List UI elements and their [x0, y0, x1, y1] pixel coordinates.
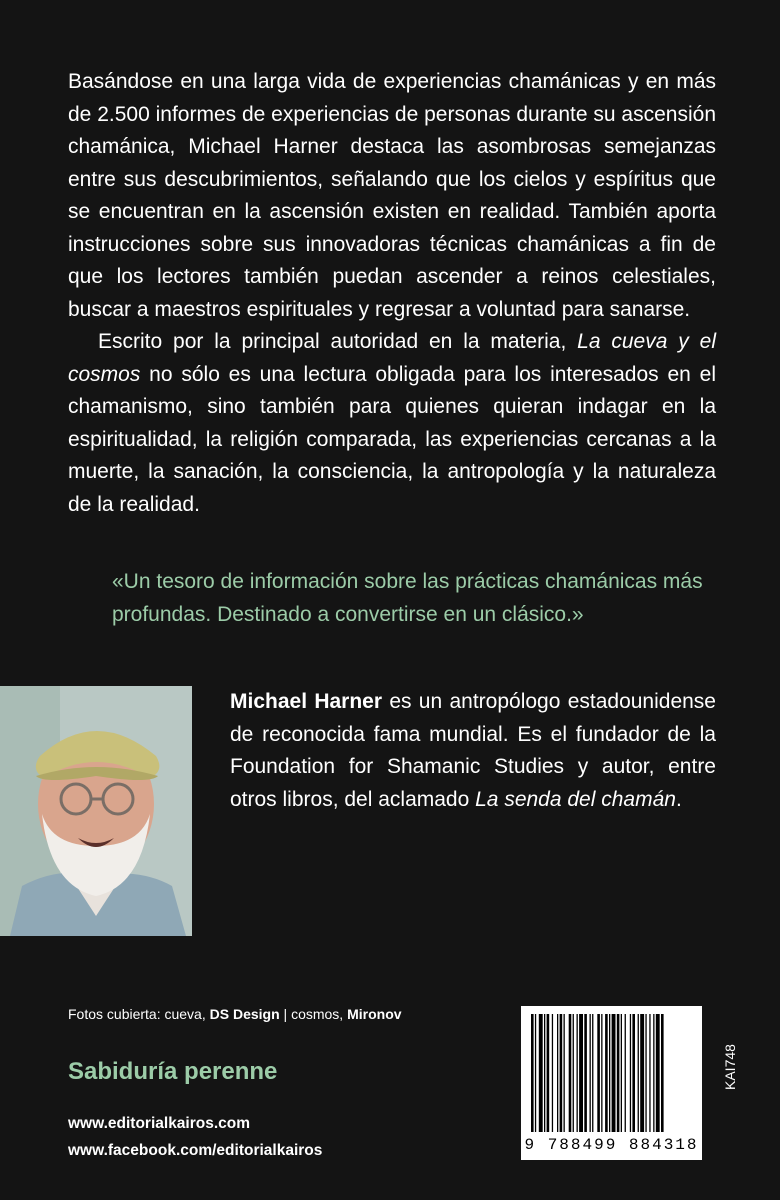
- barcode-bar: [617, 1014, 620, 1132]
- blurb-paragraph-1: Basándose en una larga vida de experiencias chamánicas y en más de 2.500 informes de experiencias de personas durante su ascensión chamánica, Michael Harner destaca las asombrosas semejanzas entre sus descubrimientos, señalando que los cielos y espíritus que se encuentran en la ascensión existen en realidad. También aporta instrucciones sobre sus innovadoras técnicas chamánicas a fin de que los lectores también puedan ascender a reinos celestiales, buscar a maestros espirituales y regresar a voluntad para sanarse.: [68, 70, 716, 321]
- barcode-bar: [573, 1014, 574, 1132]
- author-bio: [230, 686, 716, 816]
- barcode-bar: [609, 1014, 610, 1132]
- author-book-title: La senda del chamán: [475, 787, 676, 811]
- back-cover-blurb: [68, 66, 716, 521]
- barcode-bar: [661, 1014, 664, 1132]
- barcode-bar: [649, 1014, 650, 1132]
- author-bio-end: .: [675, 787, 682, 811]
- barcode-number: 9 788499 884318: [524, 1136, 699, 1154]
- product-code: KAI748: [722, 1044, 738, 1090]
- barcode-bar: [544, 1014, 545, 1132]
- credits-separator: | cosmos,: [279, 1006, 348, 1022]
- blurb-p2-rest: no sólo es una lectura obligada para los interesados en el chamanismo, sino también para quienes quieran indagar en la espiritualidad, la religión comparada, las experiencias cercanas a la muerte, la sanación, la consciencia, la antropología y la naturaleza de la realidad.: [68, 362, 716, 516]
- barcode-bar: [552, 1014, 553, 1132]
- barcode-bar: [535, 1014, 536, 1132]
- barcode-bar: [577, 1014, 578, 1132]
- barcode-bar: [605, 1014, 608, 1132]
- author-photo: [0, 686, 192, 936]
- isbn-barcode: [521, 1006, 702, 1160]
- barcode-bar: [584, 1014, 587, 1132]
- facebook-link[interactable]: www.facebook.com/editorialkairos: [68, 1142, 323, 1159]
- barcode-bar: [621, 1014, 622, 1132]
- barcode-bar: [560, 1014, 563, 1132]
- barcode-bar: [539, 1014, 543, 1132]
- barcode-bar: [569, 1014, 572, 1132]
- photo-credits: [68, 1006, 402, 1022]
- publisher-links: [68, 1110, 322, 1164]
- blurb-paragraph-2: [68, 326, 716, 521]
- barcode-bar: [557, 1014, 558, 1132]
- barcode-bar: [531, 1014, 534, 1132]
- series-name: Sabiduría perenne: [68, 1058, 278, 1085]
- barcode-bar: [564, 1014, 565, 1132]
- barcode-bar: [638, 1014, 639, 1132]
- credit-ds-design: DS Design: [209, 1006, 280, 1022]
- barcode-bar: [601, 1014, 602, 1132]
- website-link[interactable]: www.editorialkairos.com: [68, 1115, 251, 1132]
- barcode-bars: [521, 1006, 702, 1136]
- barcode-bar: [656, 1014, 660, 1132]
- barcode-bar: [645, 1014, 646, 1132]
- barcode-bar: [612, 1014, 616, 1132]
- book-title: La cueva y el cosmos: [68, 330, 716, 386]
- credits-prefix: Fotos cubierta: cueva,: [68, 1006, 210, 1022]
- barcode-bar: [653, 1014, 654, 1132]
- barcode-bar: [632, 1014, 635, 1132]
- author-bio-text: es un antropólogo estadounidense de reconocida fama mundial. Es el fundador de la Foundation for Shamanic Studies y autor, entre otros libros, del aclamado: [230, 690, 716, 811]
- credit-mironov: Mironov: [347, 1006, 402, 1022]
- blurb-p2-start: Escrito por la principal autoridad en la materia,: [98, 330, 578, 353]
- barcode-bar: [547, 1014, 550, 1132]
- barcode-bar: [625, 1014, 626, 1132]
- barcode-bar: [579, 1014, 583, 1132]
- praise-quote: «Un tesoro de información sobre las prácticas chamánicas más profundas. Destinado a convertirse en un clásico.»: [112, 570, 703, 626]
- barcode-bar: [592, 1014, 593, 1132]
- barcode-bar: [597, 1014, 600, 1132]
- barcode-bar: [630, 1014, 631, 1132]
- author-name: Michael Harner: [230, 690, 383, 713]
- barcode-bar: [640, 1014, 644, 1132]
- author-portrait-illustration: [0, 686, 192, 936]
- barcode-bar: [590, 1014, 591, 1132]
